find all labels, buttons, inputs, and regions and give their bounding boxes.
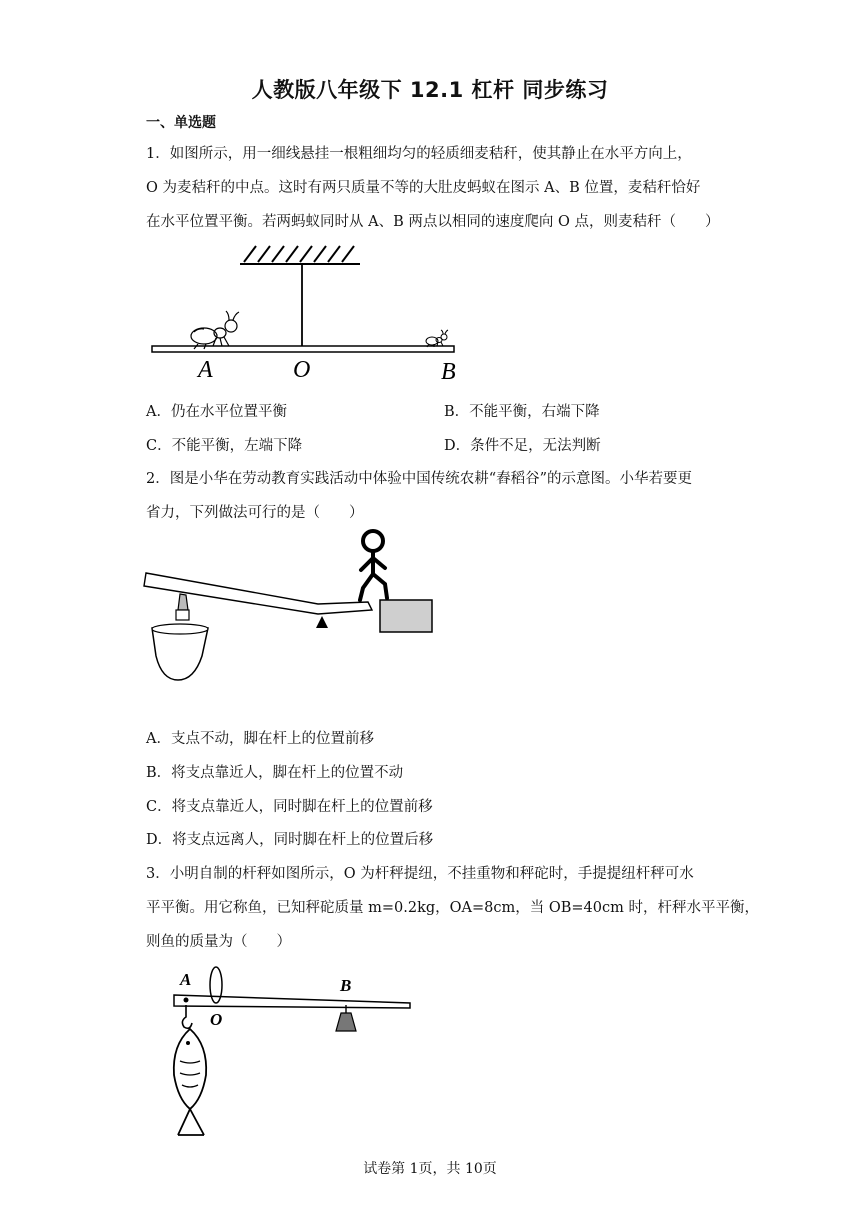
- section-heading: 一、单选题: [146, 115, 216, 131]
- small-ant-icon: [426, 330, 448, 347]
- label-o: O: [210, 1010, 223, 1029]
- q2-text-line-1: 2．图是小华在劳动教育实践活动中体验中国传统农耕“舂稻谷”的示意图。小华若要更: [146, 471, 693, 487]
- fish-icon: [174, 1029, 206, 1135]
- q2-option-a: A．支点不动，脚在杆上的位置前移: [146, 731, 374, 747]
- q2-option-b: B．将支点靠近人，脚在杆上的位置不动: [146, 765, 404, 781]
- hook-icon: [182, 1005, 192, 1028]
- label-b: B: [441, 359, 456, 385]
- q1-text-line-3: 在水平位置平衡。若两蚂蚁同时从 A、B 两点以相同的速度爬向 O 点，则麦秸秆（ ）: [146, 214, 720, 230]
- q2-text-line-2: 省力，下列做法可行的是（ ）: [146, 505, 364, 521]
- q1-option-d: D．条件不足，无法判断: [444, 438, 601, 454]
- q3-text-line-1: 3．小明自制的杆秤如图所示，O 为杆秤提纽，不挂重物和秤砣时，手提提纽杆秤可水: [146, 866, 694, 882]
- label-o: O: [293, 357, 311, 383]
- q2-option-c: C．将支点靠近人，同时脚在杆上的位置前移: [146, 799, 433, 815]
- document-title: 人教版八年级下 12.1 杠杆 同步练习: [251, 78, 609, 102]
- ceiling-hatch: [240, 246, 360, 264]
- q3-text-line-2: 平平衡。用它称鱼，已知秤砣质量 m=0.2kg，OA=8cm，当 OB=40cm 时，杆秤水平平衡，: [146, 900, 759, 916]
- stick-figure-person: [360, 531, 387, 600]
- pestle-head: [178, 594, 188, 610]
- large-ant-icon: [191, 311, 239, 349]
- steelyard-beam: [174, 995, 410, 1008]
- q1-lever-figure: [140, 240, 470, 385]
- steelyard-weight: [336, 1013, 356, 1031]
- q2-rice-pounding-figure: [140, 528, 440, 688]
- pestle-tip: [176, 610, 189, 620]
- q3-text-line-3: 则鱼的质量为（ ）: [146, 934, 291, 950]
- q1-option-b: B．不能平衡，右端下降: [444, 404, 600, 420]
- straw-rod: [152, 346, 454, 352]
- label-a: A: [180, 970, 192, 989]
- label-b: B: [340, 976, 352, 995]
- page-footer: 试卷第 1页，共 10页: [363, 1161, 497, 1177]
- q1-text-line-1: 1．如图所示，用一细线悬挂一根粗细均匀的轻质细麦秸秆，使其静止在水平方向上，: [146, 146, 692, 162]
- q3-steelyard-figure: [150, 965, 420, 1145]
- label-a: A: [198, 357, 213, 383]
- fulcrum-icon: [316, 616, 328, 628]
- q1-option-a: A．仍在水平位置平衡: [146, 404, 287, 420]
- block-platform: [380, 600, 432, 632]
- q1-text-line-2: O 为麦秸秆的中点。这时有两只质量不等的大肚皮蚂蚁在图示 A、B 位置，麦秸秆恰好: [146, 180, 701, 196]
- q1-option-c: C．不能平衡，左端下降: [146, 438, 303, 454]
- q2-option-d: D．将支点远离人，同时脚在杆上的位置后移: [146, 832, 434, 848]
